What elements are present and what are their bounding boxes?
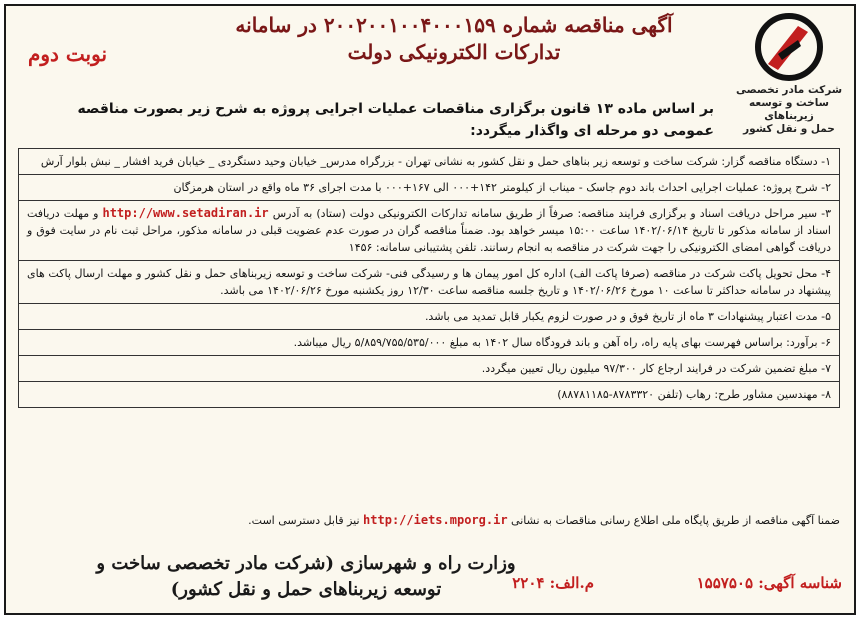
tender-notice (4, 4, 856, 615)
tender-item (19, 304, 839, 330)
item-text: ۵- مدت اعتبار پیشنهادات ۳ ماه از تاریخ فوق و در صورت لزوم یکبار قابل تمدید می باشد. (424, 310, 831, 323)
tender-item (19, 175, 839, 201)
title-line-1: آگهی مناقصه شماره ۲۰۰۲۰۰۱۰۰۴۰۰۰۱۵۹ در سامانه (235, 13, 673, 37)
item-text: ۳- سیر مراحل دریافت اسناد و برگزاری فرایند مناقصه: صرفاً از طریق سامانه تدارکات الکترونیکی دولت (ستاد) به آدرس (272, 207, 832, 220)
tender-item (19, 356, 839, 382)
intro-text: بر اساس ماده ۱۳ قانون برگزاری مناقصات عملیات اجرایی پروژه به شرح زیر بصورت مناقصه عمومی دو مرحله ای واگذار میگردد: (77, 101, 714, 139)
note-text: نیز قابل دسترسی است. (248, 514, 360, 527)
tender-item (19, 261, 839, 304)
item-text: و مهلت دریافت اسناد از سامانه مذکور تا تاریخ ۱۴۰۲/۰۶/۱۴ ساعت ۱۵:۰۰ میسر خواهد بود. ضمناً مناقصه گران در صورت عدم عضویت قبلی در سامانه مذکور، مراحل ثبت نام در سایت فوق و دریافت گواهی امضای الکترونیکی را جهت شرکت در مناقصه به انجام رسانند. تلفن پشتیبانی سامانه: ۱۴۵۶ (27, 207, 831, 254)
tender-item (19, 201, 839, 261)
notice-title (194, 12, 714, 66)
item-text: ۱- دستگاه مناقصه گزار: شرکت ساخت و توسعه زیر بناهای حمل و نقل کشور به نشانی تهران - بزرگراه مدرس_ خیابان وحید دستگردی _ خیابان فرید افشار _ نبش بلوار آرش (40, 155, 831, 168)
ministry-line: وزارت راه و شهرسازی (شرکت مادر تخصصی ساخت و (96, 553, 516, 574)
ad-id: شناسه آگهی: ۱۵۵۷۵۰۵ (696, 574, 842, 592)
tender-item (19, 330, 839, 356)
tender-items (18, 148, 840, 408)
title-line-2: تدارکات الکترونیکی دولت (347, 40, 561, 64)
logo-caption-line: شرکت مادر تخصصی (735, 84, 843, 96)
company-logo-icon (754, 12, 824, 82)
portal-note (20, 512, 840, 529)
item-text: ۸- مهندسین مشاور طرح: رهاب (تلفن ۸۷۸۳۳۲۰-۸۸۷۸۱۱۸۵) (557, 388, 831, 401)
logo-caption-line: ساخت و توسعه زیربناهای (749, 97, 829, 122)
setad-link[interactable]: http://www.setadiran.ir (102, 206, 269, 220)
round-badge: نوبت دوم (28, 42, 108, 66)
note-text: ضمنا آگهی مناقصه از طریق پایگاه ملی اطلاع رسانی مناقصات به نشانی (511, 514, 840, 527)
company-logo (734, 12, 844, 136)
item-text: ۴- محل تحویل پاکت شرکت در مناقصه (صرفا پاکت الف) اداره کل امور پیمان ها و رسیدگی فنی- شرکت ساخت و توسعه زیربناهای حمل و نقل کشور و مهلت ارسال پاکت های پیشنهاد در سامانه حداکثر تا ساعت ۱۰ مورخ ۱۴۰۲/۰۶/۲۶ و تاریخ جلسه مناقصه ساعت ۱۲/۳۰ روز یکشنبه مورخ ۱۴۰۲/۰۶/۲۶ می باشد. (27, 267, 831, 297)
item-text: ۲- شرح پروژه: عملیات اجرایی احداث باند دوم جاسک - میناب از کیلومتر ۱۴۲+۰۰۰ الی ۱۶۷+۰۰۰ با مدت اجرای ۳۶ ماه واقع در استان هرمزگان (173, 181, 831, 194)
logo-caption (734, 84, 844, 136)
logo-caption-line: حمل و نقل کشور (743, 123, 835, 135)
ad-code: م.الف: ۲۲۰۴ (512, 574, 594, 592)
item-text: ۶- برآورد: براساس فهرست بهای پایه راه، راه آهن و باند فرودگاه سال ۱۴۰۲ به مبلغ ۵/۸۵۹/۷۵۵/۵۳۵/۰۰۰ ریال میباشد. (293, 336, 831, 349)
tender-item (19, 382, 839, 407)
iets-link[interactable]: http://iets.mporg.ir (363, 513, 508, 527)
tender-item (19, 149, 839, 175)
item-text: ۷- مبلغ تضمین شرکت در فرایند ارجاع کار ۹۷/۳۰۰ میلیون ریال تعیین میگردد. (481, 362, 831, 375)
ministry-name (26, 551, 586, 603)
ministry-line: توسعه زیربناهای حمل و نقل کشور) (170, 579, 442, 600)
